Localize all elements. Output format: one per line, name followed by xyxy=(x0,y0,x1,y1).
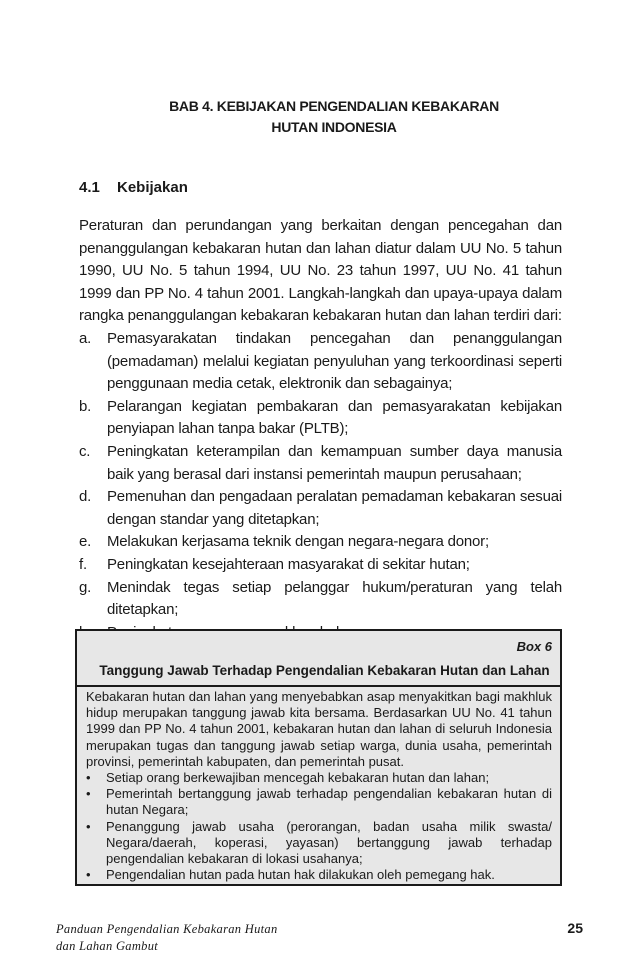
list-item xyxy=(79,486,562,531)
chapter-title xyxy=(60,96,578,138)
section-heading xyxy=(79,179,188,196)
list-item-text: Melakukan kerjasama teknik dengan negara-negara donor; xyxy=(107,533,489,551)
body-text xyxy=(79,215,562,644)
list-item xyxy=(79,554,562,577)
bullet-icon: • xyxy=(86,770,91,786)
list-item xyxy=(86,770,552,786)
page-number: 25 xyxy=(567,920,583,936)
list-marker: c. xyxy=(79,442,91,460)
list-item xyxy=(79,328,562,396)
list-item xyxy=(79,396,562,441)
bullet-text: Pengendalian hutan pada hutan hak dilakukan oleh pemegang hak. xyxy=(106,867,495,883)
bullet-icon: • xyxy=(86,786,91,802)
list-item xyxy=(86,867,552,883)
intro-paragraph: Peraturan dan perundangan yang berkaitan dengan pencegahan dan penanggulangan kebakaran hutan dan lahan diatur dalam UU No. 5 tahun 1990, UU No. 5 tahun 1994, UU No. 23 tahun 1997, UU No. 41 tahun 1999 dan PP No. 4 tahun 2001. Langkah-langkah dan upaya-upaya dalam rangka penanggulangan kebakaran kebakaran hutan dan lahan terdiri dari: xyxy=(79,217,562,325)
list-item xyxy=(79,531,562,554)
list-item xyxy=(79,577,562,622)
list-marker: e. xyxy=(79,533,92,551)
box-body xyxy=(86,689,552,883)
list-marker: b. xyxy=(79,397,92,415)
box-bullet-list xyxy=(86,770,552,883)
list-marker: f. xyxy=(79,555,87,573)
chapter-title-line2: HUTAN INDONESIA xyxy=(271,119,397,135)
bullet-text: Pemerintah bertanggung jawab terhadap pengendalian kebakaran hutan di hutan Negara; xyxy=(106,786,552,818)
chapter-title-line1: BAB 4. KEBIJAKAN PENGENDALIAN KEBAKARAN xyxy=(169,98,499,114)
bullet-icon: • xyxy=(86,818,91,834)
footer-book-title xyxy=(56,921,278,955)
measures-list xyxy=(79,328,562,644)
list-item-text: Peningkatan kesejahteraan masyarakat di sekitar hutan; xyxy=(107,555,470,573)
box-title: Tanggung Jawab Terhadap Pengendalian Kebakaran Hutan dan Lahan xyxy=(99,663,550,678)
list-item-text: Pemasyarakatan tindakan pencegahan dan penanggulangan (pemadaman) melalui kegiatan penyuluhan yang terkoordinasi seperti penggunaan media cetak, elektronik dan sebagainya; xyxy=(107,329,562,393)
bullet-text: Setiap orang berkewajiban mencegah kebakaran hutan dan lahan; xyxy=(106,770,490,786)
list-marker: d. xyxy=(79,488,92,506)
box-label: Box 6 xyxy=(516,639,552,654)
list-item xyxy=(86,786,552,818)
section-number: 4.1 xyxy=(79,179,100,196)
list-marker: g. xyxy=(79,578,92,596)
section-title: Kebijakan xyxy=(117,179,188,196)
list-item xyxy=(79,441,562,486)
footer-line1: Panduan Pengendalian Kebakaran Hutan xyxy=(56,922,278,936)
list-marker: a. xyxy=(79,329,92,347)
list-item-text: Pemenuhan dan pengadaan peralatan pemadaman kebakaran sesuai dengan standar yang ditetapkan; xyxy=(107,488,562,528)
bullet-text: Penanggung jawab usaha (perorangan, badan usaha milik swasta/ Negara/daerah, koperasi, yayasan) bertanggung jawab terhadap pengendalian kebakaran di lokasi usahanya; xyxy=(106,818,552,867)
list-item-text: Menindak tegas setiap pelanggar hukum/peraturan yang telah ditetapkan; xyxy=(107,578,562,619)
list-item xyxy=(86,819,552,868)
footer-line2: dan Lahan Gambut xyxy=(56,939,159,953)
info-box xyxy=(75,629,562,886)
box-paragraph: Kebakaran hutan dan lahan yang menyebabkan asap menyakitkan bagi makhluk hidup merupakan tanggung jawab kita bersama. Berdasarkan UU No. 41 tahun 1999 dan PP No. 4 tahun 2001, kebakaran hutan dan lahan di seluruh Indonesia merupakan tugas dan tanggung jawab setiap warga, dunia usaha, pemerintah provinsi, pemerintah kabupaten, dan pemerintah pusat. xyxy=(86,689,552,769)
list-item-text: Pelarangan kegiatan pembakaran dan pemasyarakatan kebijakan penyiapan lahan tanpa bakar (PLTB); xyxy=(107,397,562,438)
box-divider xyxy=(77,685,560,687)
list-item-text: Peningkatan keterampilan dan kemampuan sumber daya manusia baik yang berasal dari instansi pemerintah maupun perusahaan; xyxy=(107,442,562,483)
bullet-icon: • xyxy=(86,867,91,883)
